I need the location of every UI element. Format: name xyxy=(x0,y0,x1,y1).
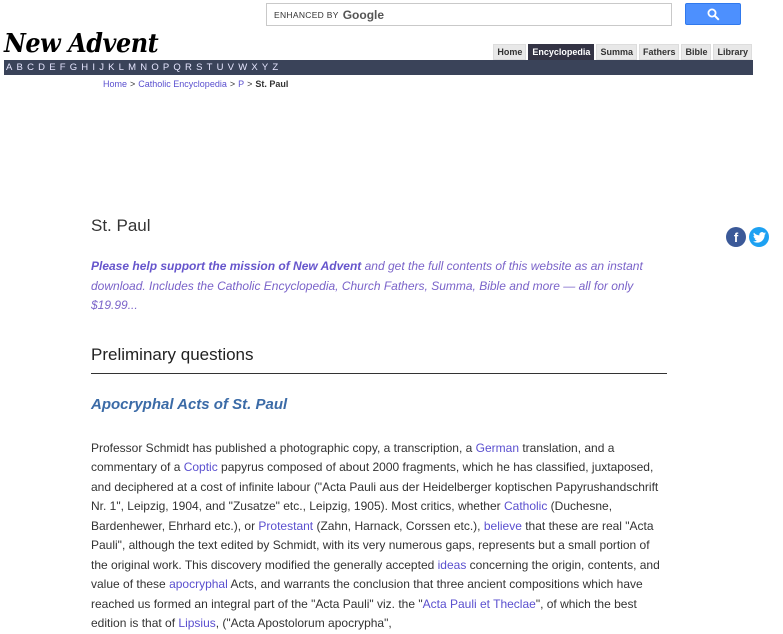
breadcrumb-current: St. Paul xyxy=(255,79,289,89)
alphabet-letter-g[interactable]: G xyxy=(69,62,78,73)
link-believe[interactable]: believe xyxy=(483,518,522,533)
sub-heading: Apocryphal Acts of St. Paul xyxy=(91,395,288,413)
twitter-icon[interactable] xyxy=(749,227,769,247)
alphabet-letter-b[interactable]: B xyxy=(16,62,23,73)
search-enhanced-label: ENHANCED BY xyxy=(274,9,339,20)
alphabet-letter-p[interactable]: P xyxy=(162,62,170,73)
alphabet-nav xyxy=(4,60,753,75)
alphabet-letter-c[interactable]: C xyxy=(27,62,34,73)
link-coptic[interactable]: Coptic xyxy=(183,460,218,474)
site-logo[interactable]: New Advent xyxy=(4,29,159,59)
breadcrumb xyxy=(103,79,288,89)
alphabet-letter-d[interactable]: D xyxy=(38,62,45,73)
text: concerning the origin, contents, and value of these xyxy=(91,557,660,591)
text: papyrus composed of about 2000 fragments, which he has classified, juxtaposed, and deciphered at a cost of infinite labour ("Acta Pauli aus der Heidelberger koptischen Papyrushandschrift Nr. 1", Leipzig, 1904, and "Zusatze" etc., Leipzig, 1905). Most critics, whether xyxy=(91,460,659,513)
tab-encyclopedia[interactable]: Encyclopedia xyxy=(528,44,594,60)
alphabet-letter-m[interactable]: M xyxy=(128,62,137,73)
paragraph xyxy=(91,439,667,634)
alphabet-letter-z[interactable]: Z xyxy=(272,62,279,73)
alphabet-letter-y[interactable]: Y xyxy=(261,62,269,73)
support-rest-text: and get the full contents of this website as an instant download. Includes the Catholic Encyclopedia, Church Fathers, Summa, Bible and more — all for only $19.99... xyxy=(91,259,643,312)
breadcrumb-separator: > xyxy=(247,79,253,89)
tab-bible[interactable]: Bible xyxy=(681,44,711,60)
alphabet-letter-t[interactable]: T xyxy=(206,62,213,73)
link-protestant[interactable]: Protestant xyxy=(258,518,314,533)
tab-library[interactable]: Library xyxy=(713,44,752,60)
text: ", of which the best edition is that of xyxy=(91,596,637,630)
support-message[interactable] xyxy=(91,257,667,316)
facebook-icon[interactable]: f xyxy=(726,227,746,247)
google-label: Google xyxy=(342,7,385,22)
tab-fathers[interactable]: Fathers xyxy=(639,44,680,60)
text: Professor Schmidt has published a photographic copy, a transcription, a xyxy=(91,440,476,455)
text: that these are real "Acta Pauli", although the text edited by Schmidt, with its very numerous gaps, represents but a small portion of the original work. This discovery modified the generally accepted xyxy=(91,518,654,572)
alphabet-letter-l[interactable]: L xyxy=(118,62,124,73)
text: (Zahn, Harnack, Corssen etc.), xyxy=(313,518,484,533)
text: Acts, and warrants the conclusion that three ancient compositions which have reached us formed an integral part of the "Acta Pauli" viz. the " xyxy=(91,577,643,611)
breadcrumb-home[interactable]: Home xyxy=(103,79,128,89)
alphabet-letter-q[interactable]: Q xyxy=(173,62,181,73)
alphabet-letter-h[interactable]: H xyxy=(81,62,89,73)
breadcrumb-letter[interactable]: P xyxy=(238,79,245,89)
alphabet-letter-w[interactable]: W xyxy=(238,62,248,73)
search-button[interactable] xyxy=(685,3,741,25)
twitter-bird-icon xyxy=(753,232,766,243)
alphabet-letter-v[interactable]: V xyxy=(227,62,234,73)
search-input[interactable] xyxy=(384,5,671,25)
alphabet-letter-f[interactable]: F xyxy=(59,62,66,73)
section-heading: Preliminary questions xyxy=(91,343,667,374)
link-ideas[interactable]: ideas xyxy=(437,557,467,572)
alphabet-letter-n[interactable]: N xyxy=(140,62,148,73)
alphabet-letter-s[interactable]: S xyxy=(196,62,203,73)
link-catholic[interactable]: Catholic xyxy=(503,499,548,513)
text: , ("Acta Apostolorum apocrypha", xyxy=(215,616,392,630)
support-bold-text: Please help support the mission of New Advent xyxy=(91,259,362,273)
link-apocryphal[interactable]: apocryphal xyxy=(169,577,228,591)
alphabet-letter-o[interactable]: O xyxy=(151,62,159,73)
social-share xyxy=(726,227,769,247)
section-tabs xyxy=(493,44,752,60)
search-icon xyxy=(707,8,720,21)
alphabet-letter-j[interactable]: J xyxy=(99,62,104,73)
tab-home[interactable]: Home xyxy=(493,44,526,60)
link-acta-pauli-et-theclae[interactable]: Acta Pauli et Theclae xyxy=(422,596,536,611)
alphabet-letter-e[interactable]: E xyxy=(49,62,56,73)
link-german[interactable]: German xyxy=(475,440,520,455)
breadcrumb-separator: > xyxy=(130,79,136,89)
alphabet-letter-k[interactable]: K xyxy=(108,62,115,73)
breadcrumb-encyclopedia[interactable]: Catholic Encyclopedia xyxy=(138,79,227,89)
link-lipsius[interactable]: Lipsius xyxy=(178,616,216,630)
alphabet-letter-u[interactable]: U xyxy=(216,62,224,73)
alphabet-letter-i[interactable]: I xyxy=(92,62,95,73)
alphabet-letter-r[interactable]: R xyxy=(185,62,192,73)
breadcrumb-separator: > xyxy=(229,79,236,89)
alphabet-letter-x[interactable]: X xyxy=(251,62,258,73)
text: (Duchesne, Bardenhewer, Ehrhard etc.), or xyxy=(91,499,613,533)
article xyxy=(91,213,667,634)
text: translation, and a commentary of a xyxy=(91,440,615,474)
page-title: St. Paul xyxy=(91,216,151,235)
search-box[interactable] xyxy=(266,3,672,26)
alphabet-letter-a[interactable]: A xyxy=(6,62,13,73)
tab-summa[interactable]: Summa xyxy=(596,44,637,60)
